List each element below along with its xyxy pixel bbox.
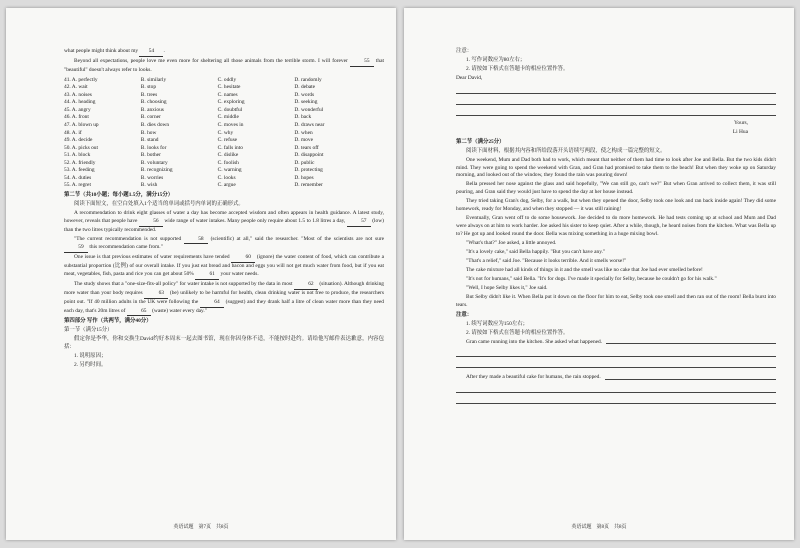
note2-label: 注意： (456, 311, 473, 318)
page-footer: 英语试题 第7页 共8页 (173, 525, 229, 530)
blank-64: 64 (200, 299, 224, 308)
writing-line (456, 350, 776, 357)
blank-58: 58 (184, 236, 208, 245)
story-paragraph: "Well, I hope Selby likes it," Joe said. (466, 284, 548, 291)
story-paragraph: Eventually, Gran went off to do some housework. Joe decided to do more homework. He had tests coming up at school and Mum and Dad were always on at him to work harder. Joe asked his sister to keep quiet. After a while, though, he heard noises from the kitchen. What was Bella up to? He got up and looked round the door. Bella was mixing something in a huge mixing bowl. (456, 215, 776, 237)
option-row: 42. A. wait B. stop C. hesitate D. debate (64, 84, 316, 91)
continuation-starter-1: Gran came running into the kitchen. She asked what happened. (456, 339, 776, 347)
option-row: 51. A. block B. bother C. dislike D. disappoint (64, 152, 324, 159)
note2-2: 2. 请按如下格式在答题卡的相应位置作答。 (466, 329, 569, 336)
blank-61: 61 (195, 271, 219, 280)
story-paragraph: They tried taking Gran's dog, Selby, for a walk, but when they opened the door, Selby took one look and ran back inside again! They did some homework, ready for Monday, and when they stopped — it was still raining! (456, 198, 776, 213)
fill-paragraph-1: A recommendation to drink eight glasses of water a day has become accepted wisdom and often appears in health guidance. A latest study, however, reveals that people have 56 wide range of water intakes. Many people only require about 1.5 to 1.8 litres a day, 57 (low) than the two litres typically recommended. (64, 209, 384, 233)
section2-instructions: 阅读下面材料，根据其内容和所给段落开头语续写两段，使之构成一篇完整的短文。 (466, 147, 666, 154)
note-2: 2. 请按如下格式在答题卡的相应位置作答。 (466, 66, 569, 73)
option-row: 54. A. duties B. worries C. looks D. hopes (64, 174, 314, 181)
story-paragraph: "It's a lovely cake," said Bella happily. "But you can't have any." (466, 248, 606, 255)
section2-heading: 第二节（共10小题；每小题1.5分，满分15分） (64, 191, 174, 198)
part4-section1-heading: 第一节（满分15分） (64, 327, 113, 334)
story-paragraph: Bella pressed her nose against the glass and said hopefully, "We can still go, can't we?" But when Gran arrived to collect them, it was still pouring, and Gran said they would just have to spend the day at her house instead. (456, 181, 776, 196)
option-row: 46. A. front B. corner C. middle D. back (64, 114, 312, 121)
story-paragraph: "That's a relief," said Joe. "Because it looks terrible. And it smells worse!" (466, 257, 627, 264)
story-paragraph: One weekend, Mum and Dad both had to work, which meant that neither of them had time to look after Joe and Bella. But the two kids didn't mind. They were going to spend the weekend with Gran, and Gran had promised to take them to the beach! But when they woke up on Saturday morning, and looked out of the window, they found the rain was pouring down! (456, 156, 776, 179)
blank-59: 59 (64, 244, 88, 253)
fill-paragraph-2: "The current recommendation is not supported 58 (scientific) at all," said the researcher. "Most of the scientists are not sure 59 this recommendation came from." (64, 236, 384, 254)
blank-54: 54 (139, 48, 163, 57)
part4-task: 假定你是李华，你和交换生David约好本周末一起去图书馆，现在你因身体不适，不能按时赴约。请给他写邮件表达歉意，内容包括： (64, 336, 384, 351)
note-label: 注意： (456, 48, 473, 54)
story-paragraph: "It's not for humans," said Bella. "It's for dogs. I've made it specially for Selby, because he couldn't go for his walk." (466, 275, 717, 282)
fill-paragraph-4: The study shows that a "one-size-fits-all policy" for water intake is not supported by the data in most 62 (situation). Although drinking more water than your body requires 63 (be) unlikely to be harmful for health, clean drinking water is not free to produce, the researchers point out. "If 40 million adults in the UK were following the 64 (suggest) and they drank half a litre of clean water more than they need each day, that's 20m litres of 65 (waste) water every day." (64, 281, 384, 316)
option-row: 49. A. decide B. stand C. refuse D. move (64, 137, 313, 144)
page-footer: 英语试题 第8页 共8页 (571, 525, 627, 530)
option-row: 50. A. picks out B. looks for C. falls into D. tears off (64, 144, 319, 151)
option-row: 55. A. regret B. wish C. argue D. remember (64, 182, 323, 189)
option-row: 53. A. feeding B. recognizing C. warning D. protecting (64, 167, 323, 174)
blank-56: 56 (139, 218, 163, 227)
story-paragraph: "What's that?" Joe asked, a little annoyed. (466, 239, 557, 246)
option-row: 43. A. noises B. trees C. names D. words (64, 91, 315, 98)
blank-55: 55 (350, 58, 374, 67)
section2-instructions: 阅读下面短文，在空白处填入1个适当的单词或括号内单词的正确形式。 (74, 200, 244, 207)
option-row: 48. A. if B. how C. why D. when (64, 129, 313, 136)
writing-line (456, 109, 776, 116)
option-row: 52. A. friendly B. voluntary C. foolish D. public (64, 159, 315, 166)
blank-60: 60 (231, 254, 255, 263)
continuation-starter-2: After they made a beautiful cake for humans, the rain stopped. (456, 374, 776, 382)
exam-page-8 (404, 8, 794, 540)
writing-line (456, 397, 776, 404)
blank-62: 62 (294, 281, 318, 290)
writing-line (456, 361, 776, 368)
section2-heading: 第二节（满分25分） (456, 138, 505, 145)
blank-63: 63 (144, 290, 168, 299)
note2-1: 1. 续写词数应为150左右； (466, 320, 528, 327)
cloze-tail-paragraph: Beyond all expectations, people love me even more for sheltering all those animals from the terrible storm. I will forever 55 that "beautiful" doesn't always refer to looks. (64, 58, 384, 73)
task-point-2: 2. 另约时间。 (74, 362, 107, 369)
part4-heading: 第四部分 写作（共两节，满分40分） (64, 318, 152, 325)
note-1: 1. 写作词数应为80左右； (466, 57, 526, 64)
story-paragraph: The cake mixture had all kinds of things in it and the smell was like no cake that Joe had ever smelled before! (466, 266, 703, 273)
option-row: 45. A. angry B. anxious C. doubtful D. wonderful (64, 106, 324, 113)
cloze-options-table (64, 77, 384, 190)
writing-line (456, 386, 776, 393)
option-row: 41. A. perfectly B. similarly C. oddly D. randomly (64, 76, 322, 83)
email-closing: Yours, (734, 119, 748, 126)
cloze-tail-line: what people might think about my 54 . (64, 48, 384, 57)
email-signature: Li Hua (732, 128, 748, 135)
writing-line (456, 87, 776, 94)
blank-65: 65 (127, 308, 151, 317)
story-paragraph: But Selby didn't like it. When Bella put it down on the floor for him to eat, Selby took one smell and then ran out of the room! Bella burst into tears. (456, 293, 776, 308)
email-salutation: Dear David, (456, 75, 483, 82)
option-row: 44. A. heading B. choosing C. exploring D. seeking (64, 99, 318, 106)
blank-57: 57 (347, 218, 371, 227)
task-point-1: 1. 说明原因； (74, 353, 107, 360)
fill-paragraph-3: One issue is that previous estimates of water requirements have tended 60 (ignore) the water content of food, which can contribute a substantial proportion (比例) of our overall intake. If you just eat bread and bacon and eggs you will not get much water from food, but if you eat meat, vegetables, fish, pasta and rice you can get about 50% 61 your water needs. (64, 254, 384, 279)
writing-line (456, 98, 776, 105)
option-row: 47. A. blown up B. dies down C. moves in D. draws near (64, 121, 325, 128)
exam-page-7 (6, 8, 396, 540)
